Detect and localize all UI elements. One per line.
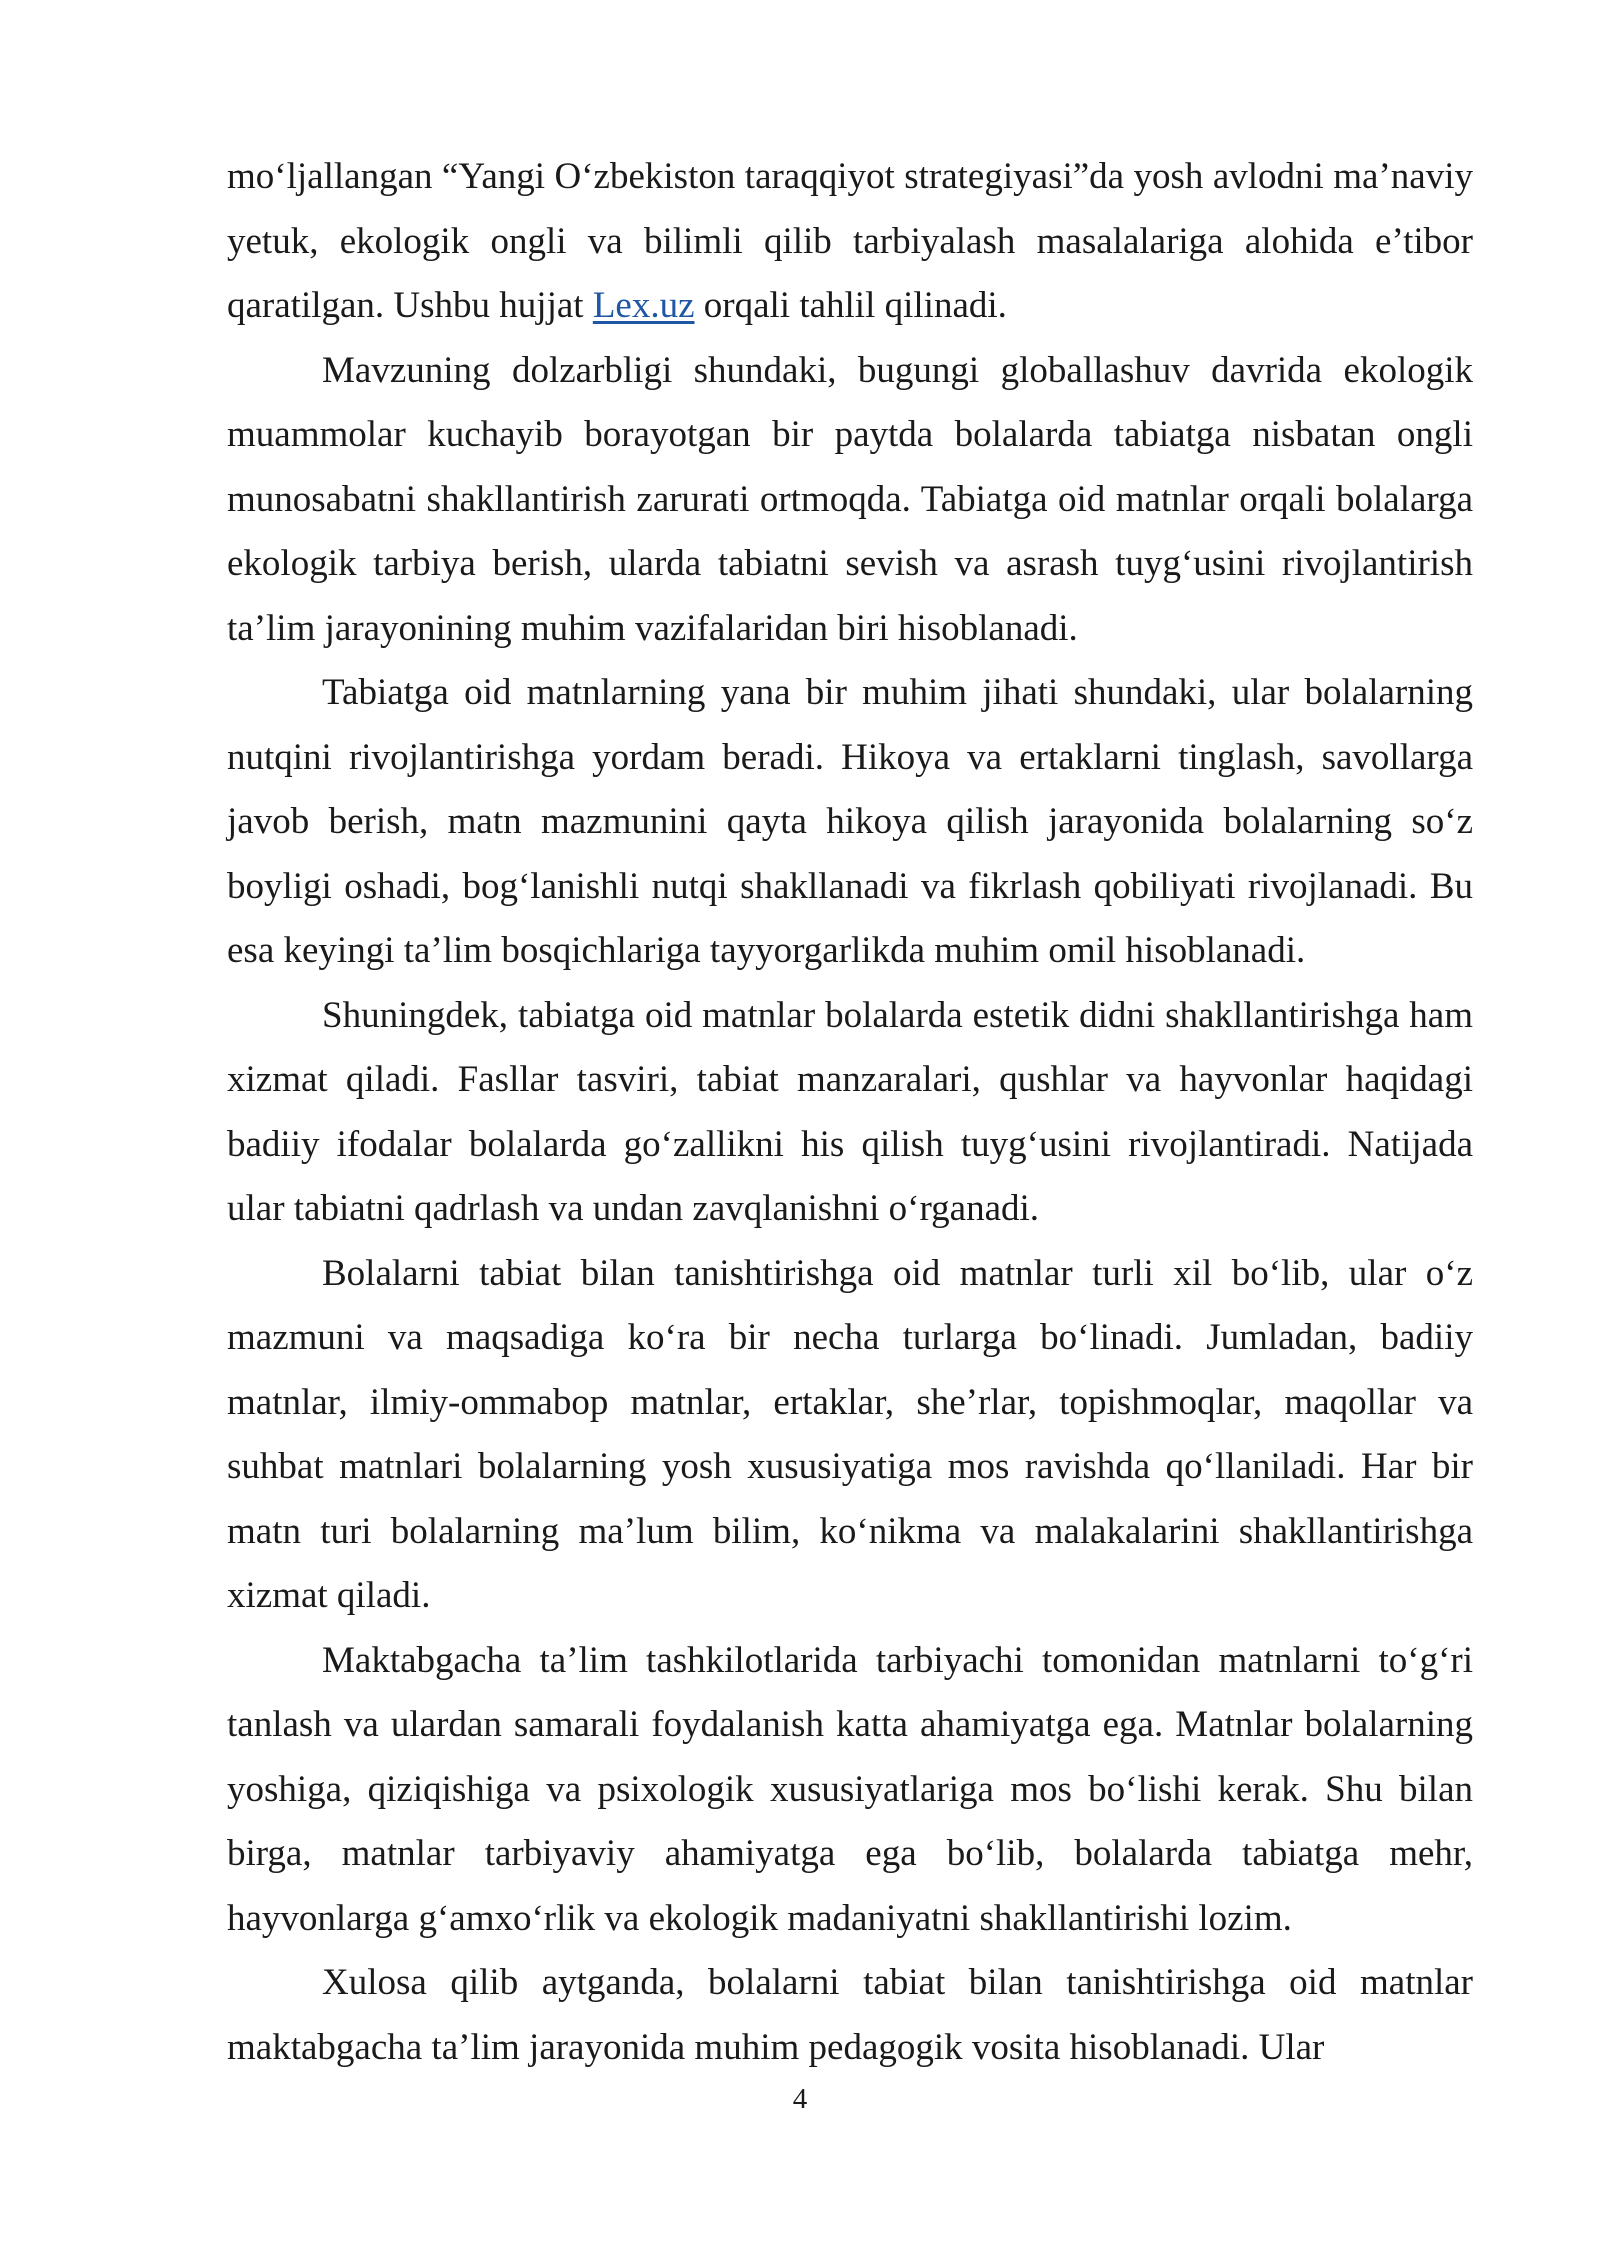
paragraph-aesthetic-taste: Shuningdek, tabiatga oid matnlar bolalarda estetik didni shakllantirishga ham xizmat qiladi. Fasllar tasviri, tabiat manzaralari, qushlar va hayvonlar haqidagi badiiy ifodalar bolalarda go‘zallikni his qilish tuyg‘usini rivojlantiradi. Natijada ular tabiatni qadrlash va undan zavqlanishni o‘rganadi. (227, 994, 1473, 1229)
page-number: 4 (792, 2083, 808, 2115)
lex-uz-link[interactable]: Lex.uz (592, 285, 695, 326)
paragraph-text: orqali tahlil qilinadi. (694, 285, 1007, 326)
paragraph-text-selection: Maktabgacha ta’lim tashkilotlarida tarbiyachi tomonidan matnlarni to‘g‘ri tanlash va ulardan samarali foydalanish katta ahamiyatga ega. Matnlar bolalarning yoshiga, qiziqishiga va psixologik xususiyatlariga mos bo‘lishi kerak. Shu bilan birga, matnlar tarbiyaviy ahamiyatga ega bo‘lib, bolalarda tabiatga mehr, hayvonlarga g‘amxo‘rlik va ekologik madaniyatni shakllantirishi lozim. (227, 1639, 1473, 1939)
paragraph-relevance: Mavzuning dolzarbligi shundaki, bugungi globallashuv davrida ekologik muammolar kuchayib borayotgan bir paytda bolalarda tabiatga nisbatan ongli munosabatni shakllantirish zarurati ortmoqda. Tabiatga oid matnlar orqali bolalarga ekologik tarbiya berish, ularda tabiatni sevish va asrash tuyg‘usini rivojlantirish ta’lim jarayonining muhim vazifalaridan biri hisoblanadi. (227, 349, 1473, 649)
paragraph-strategy (227, 145, 1473, 339)
paragraph-text: mo‘ljallangan “Yangi O‘zbekiston taraqqiyot strategiyasi”da yosh avlodni ma’naviy yetuk, ekologik ongli va bilimli qilib tarbiyalash masalalariga alohida e’tibor qaratilgan. Ushbu hujjat (227, 156, 1473, 326)
paragraph-conclusion: Xulosa qilib aytganda, bolalarni tabiat bilan tanishtirishga oid matnlar maktabgacha ta’lim jarayonida muhim pedagogik vosita hisoblanadi. Ular (227, 1962, 1473, 2068)
paragraph-text-types: Bolalarni tabiat bilan tanishtirishga oid matnlar turli xil bo‘lib, ular o‘z mazmuni va maqsadiga ko‘ra bir necha turlarga bo‘linadi. Jumladan, badiiy matnlar, ilmiy-ommabop matnlar, ertaklar, she’rlar, topishmoqlar, maqollar va suhbat matnlari bolalarning yosh xususiyatiga mos ravishda qo‘llaniladi. Har bir matn turi bolalarning ma’lum bilim, ko‘nikma va malakalarini shakllantirishga xizmat qiladi. (227, 1252, 1473, 1616)
document-page (227, 145, 1473, 2080)
paragraph-speech-development: Tabiatga oid matnlarning yana bir muhim jihati shundaki, ular bolalarning nutqini rivojlantirishga yordam beradi. Hikoya va ertaklarni tinglash, savollarga javob berish, matn mazmunini qayta hikoya qilish jarayonida bolalarning so‘z boyligi oshadi, bog‘lanishli nutqi shakllanadi va fikrlash qobiliyati rivojlanadi. Bu esa keyingi ta’lim bosqichlariga tayyorgarlikda muhim omil hisoblanadi. (227, 672, 1473, 971)
